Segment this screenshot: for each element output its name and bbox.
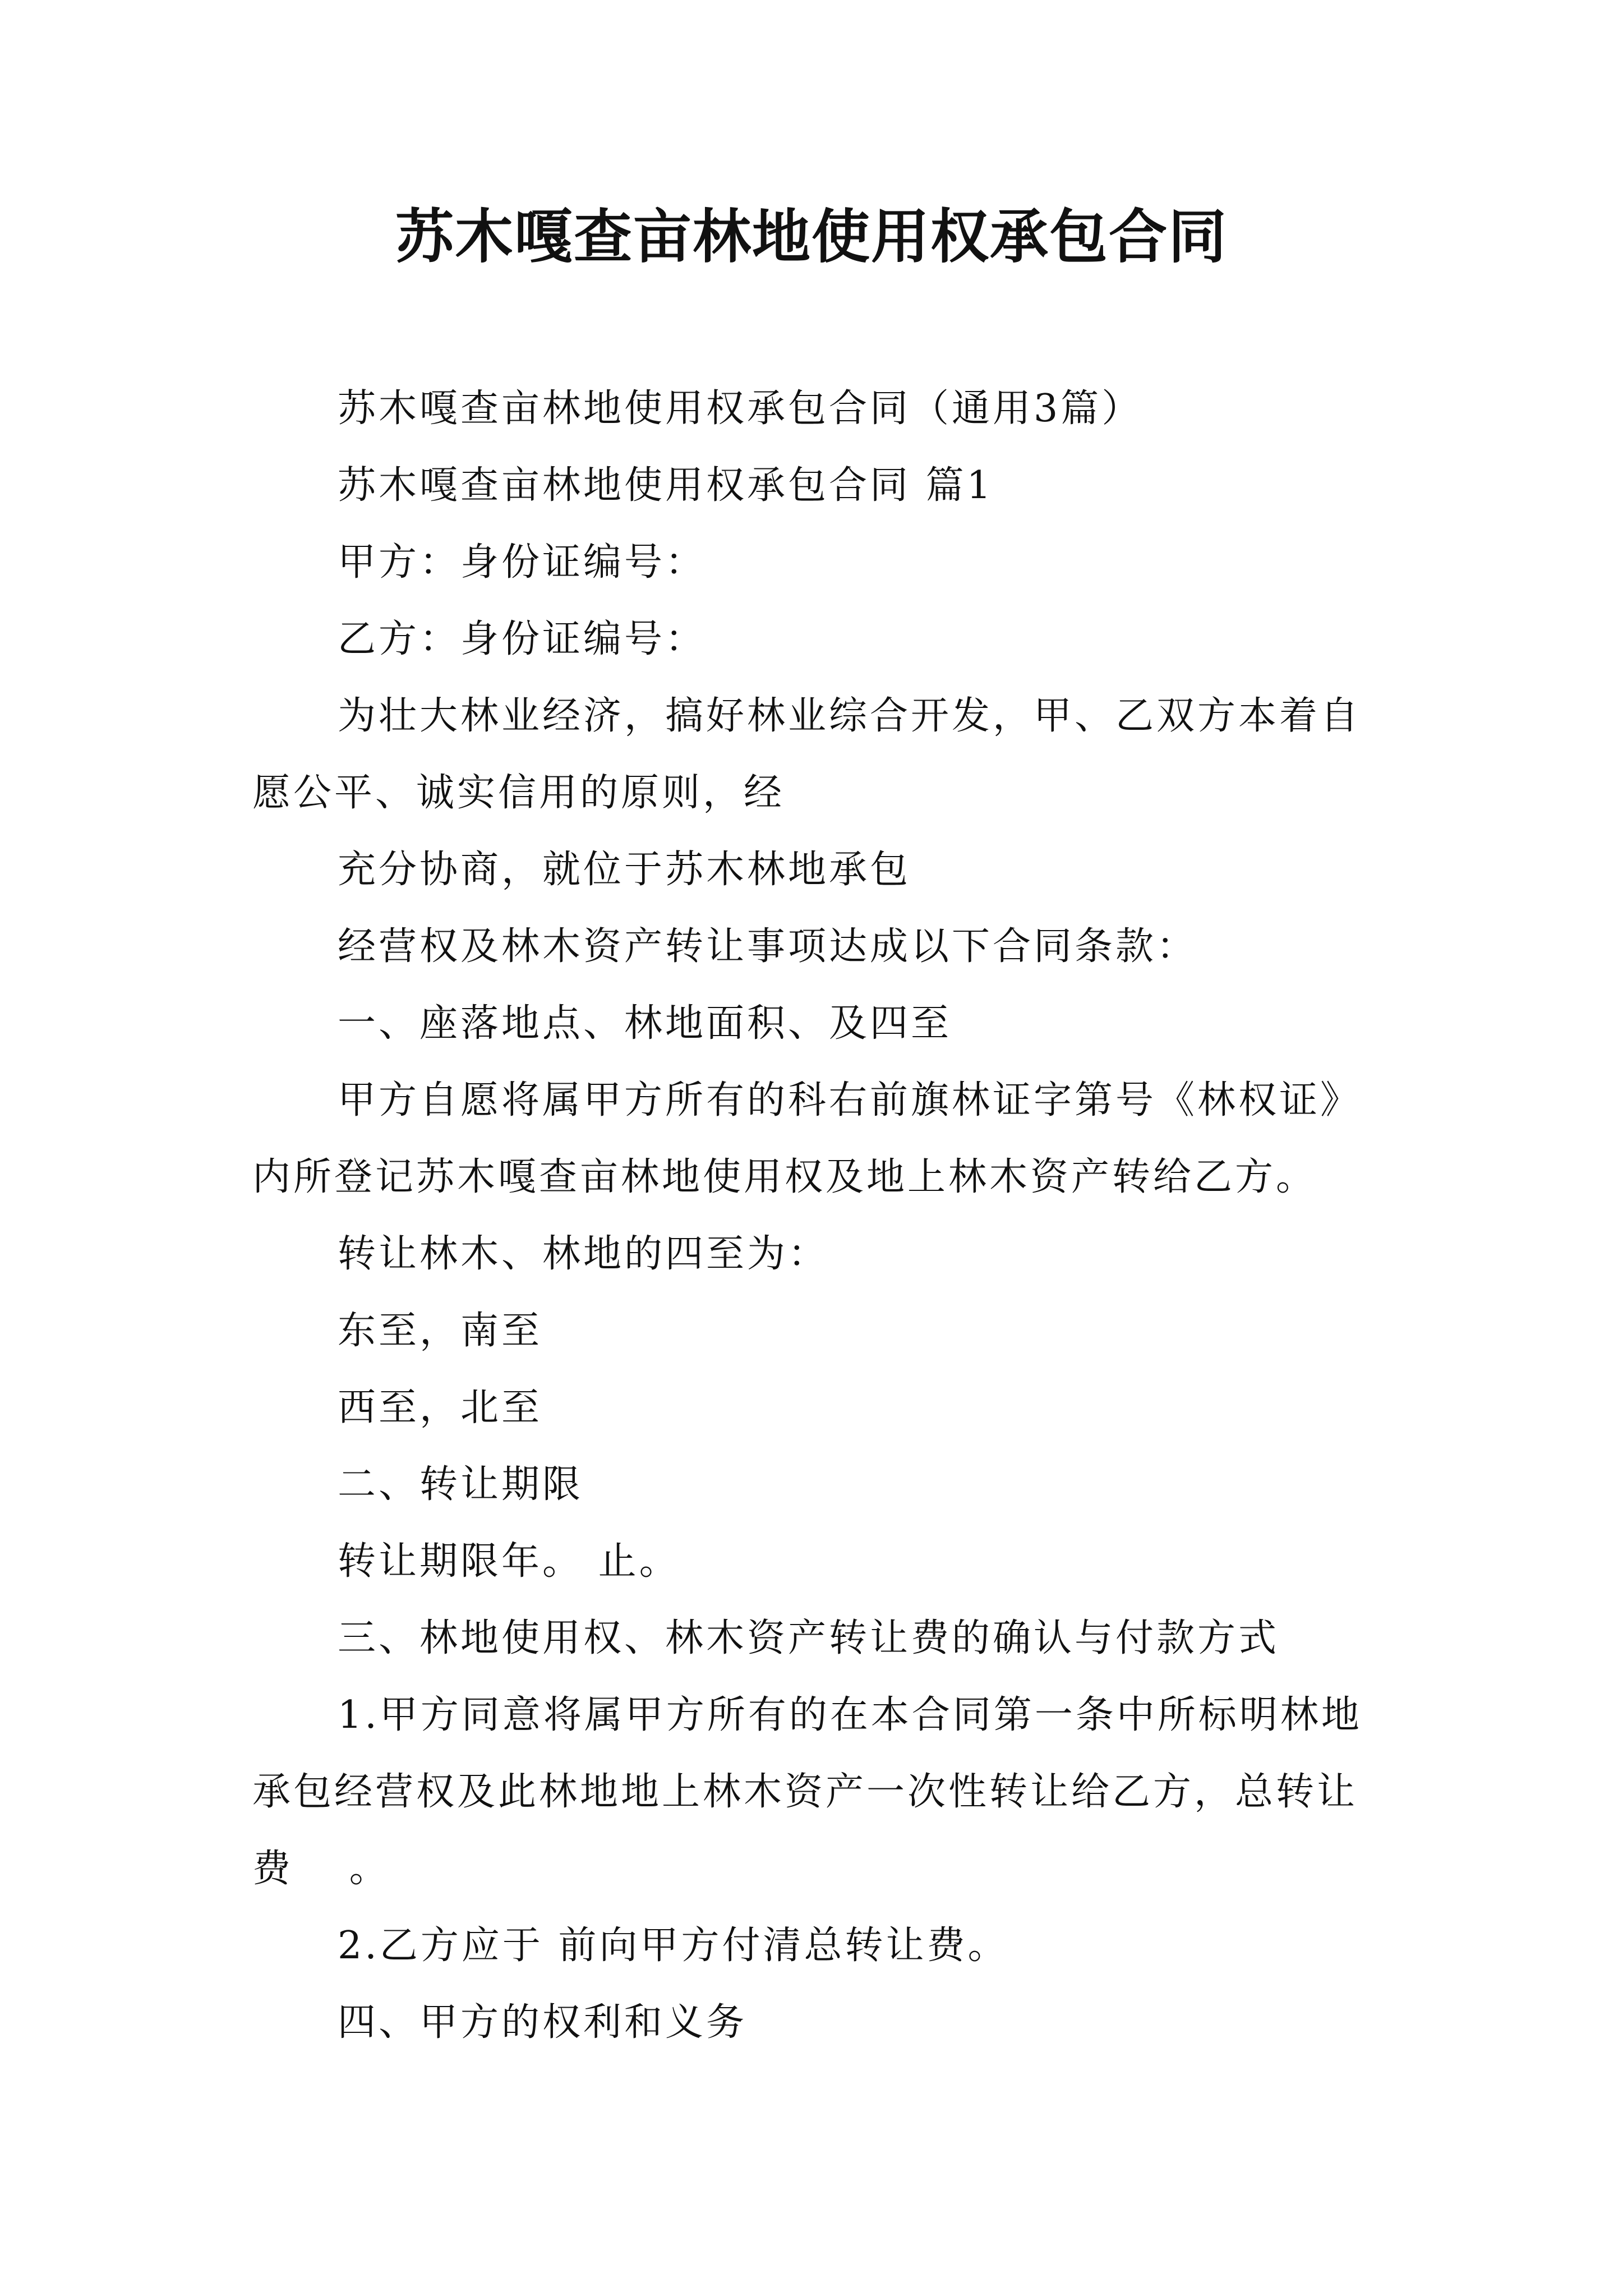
paragraph-party-a: 甲方：身份证编号： <box>338 540 707 585</box>
paragraph-agreement: 经营权及林木资产转让事项达成以下合同条款： <box>338 924 1198 969</box>
paragraph-clause-1-heading: 一、座落地点、林地面积、及四至 <box>338 1001 952 1046</box>
paragraph-boundaries: 转让林木、林地的四至为： <box>338 1232 829 1276</box>
paragraph-clause-3-item-2: 2.乙方应于 前向甲方付清总转让费。 <box>338 1924 1009 1968</box>
paragraph-east-south: 东至，南至 <box>338 1309 543 1353</box>
paragraph-section-heading: 苏木嘎查亩林地使用权承包合同 篇1 <box>338 463 994 508</box>
paragraph-consultation: 充分协商，就位于苏木林地承包 <box>338 848 911 892</box>
paragraph-clause-1-body: 甲方自愿将属甲方所有的科右前旗林证字第号《林权证》内所登记苏木嘎查亩林地使用权及地上林木资产转给乙方。 <box>252 1078 1362 1199</box>
document-title: 苏木嘎查亩林地使用权承包合同 <box>395 202 1228 271</box>
paragraph-clause-4-heading: 四、甲方的权利和义务 <box>338 2000 748 2045</box>
paragraph-clause-3-item-1: 1.甲方同意将属甲方所有的在本合同第一条中所标明林地承包经营权及此林地地上林木资产一次性转让给乙方，总转让费 。 <box>252 1693 1362 1891</box>
paragraph-party-b: 乙方：身份证编号： <box>338 617 707 661</box>
paragraph-clause-3-heading: 三、林地使用权、林木资产转让费的确认与付款方式 <box>338 1616 1280 1660</box>
paragraph-clause-2-heading: 二、转让期限 <box>338 1462 584 1507</box>
paragraph-subtitle: 苏木嘎查亩林地使用权承包合同（通用3篇） <box>338 386 1143 431</box>
paragraph-preamble: 为壮大林业经济，搞好林业综合开发，甲、乙双方本着自愿公平、诚实信用的原则，经 <box>252 694 1362 815</box>
paragraph-west-north: 西至，北至 <box>338 1386 543 1430</box>
paragraph-clause-2-body: 转让期限年。 止。 <box>338 1539 680 1584</box>
document-body <box>252 370 1391 2061</box>
